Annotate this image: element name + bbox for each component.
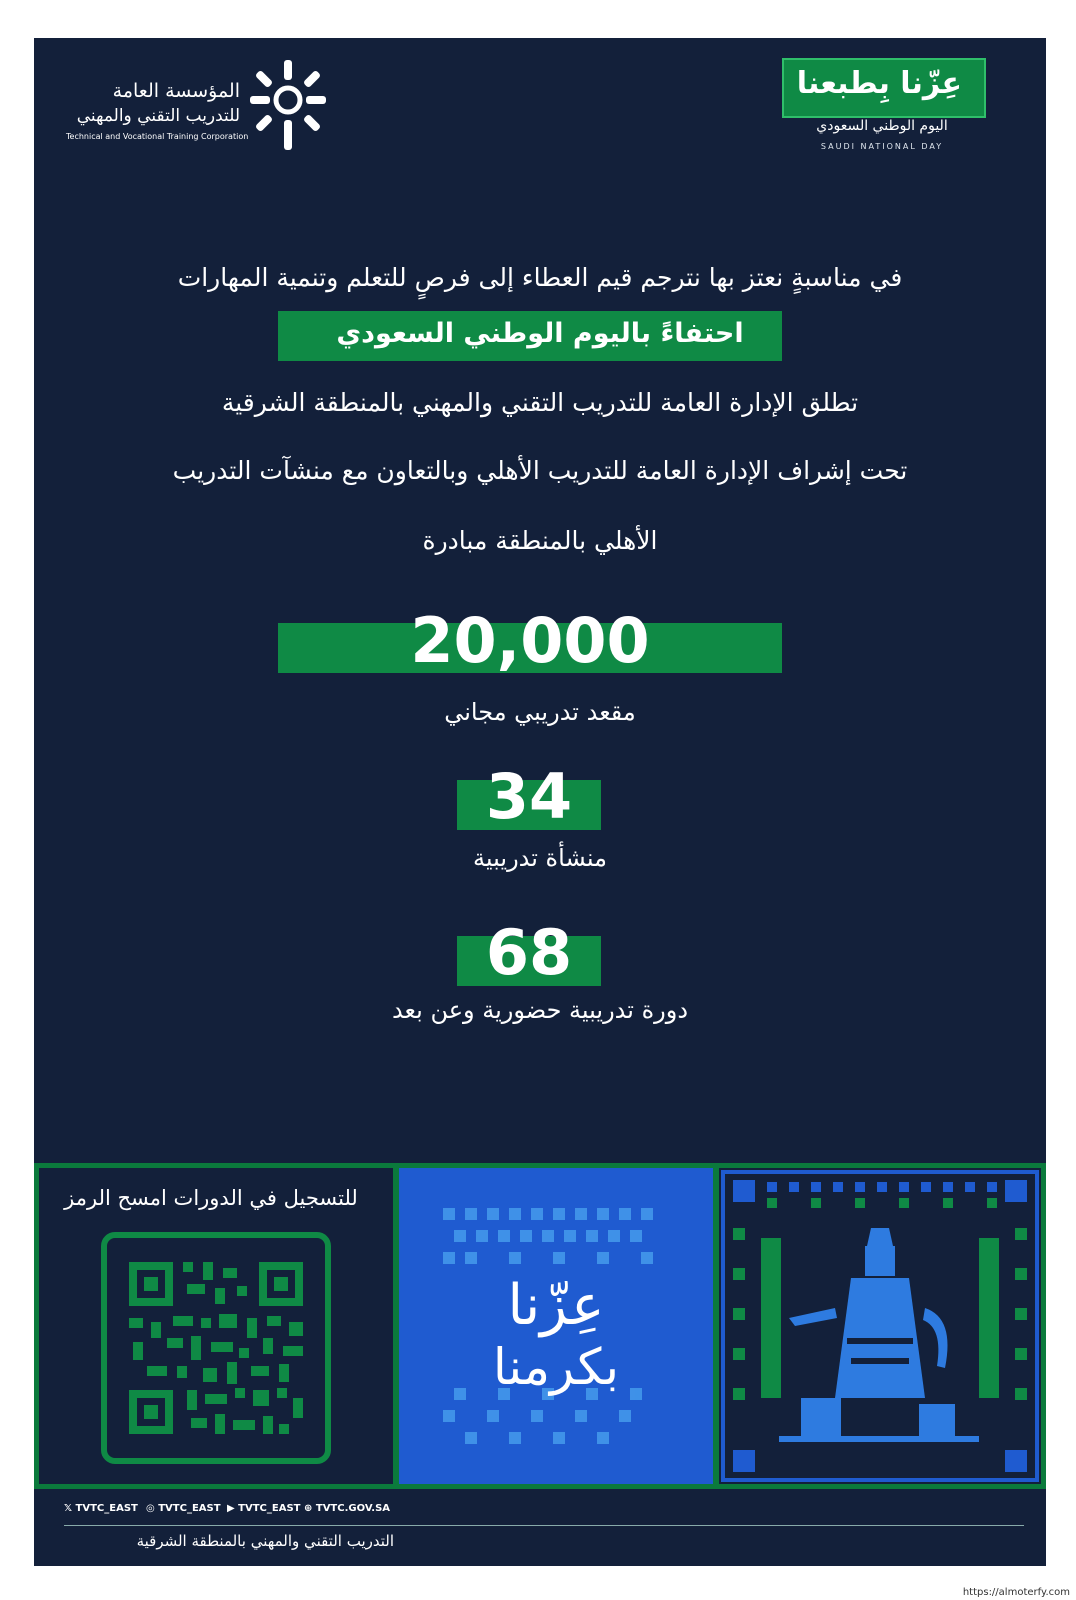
instagram-icon: ◎ [146,1503,159,1514]
stat-value-1: 20,000 [410,604,650,677]
youtube-icon: ▶ [227,1503,239,1514]
intro-line-1: في مناسبةٍ نعتز بها نترجم قيم العطاء إلى فرصٍ للتعلم وتنمية المهارات [177,263,903,292]
intro-line-4: الأهلي بالمنطقة مبادرة [422,526,658,555]
qr-tile [39,1168,393,1484]
social-instagram[interactable] [146,1503,221,1514]
org-name-ar-line2: للتدريب التقني والمهني [76,106,240,126]
org-name-ar-line1: المؤسسة العامة [112,80,240,102]
qr-caption: للتسجيل في الدورات امسح الرمز [64,1186,358,1210]
intro-highlight: احتفاءً باليوم الوطني السعودي [336,318,744,349]
social-youtube-handle: TVTC_EAST [238,1503,301,1514]
globe-icon: ⊕ [304,1503,316,1514]
qr-code-icon[interactable] [101,1232,331,1464]
social-x[interactable] [64,1503,138,1514]
national-day-ar: اليوم الوطني السعودي [816,118,948,134]
art-slogan-line-2: بكرمنا [492,1338,620,1396]
national-day-slogan: عِزّنا بِطبعنا [796,66,962,101]
dallah-coffee-pot-icon [719,1168,1041,1484]
stat-value-2: 34 [485,760,573,833]
intro-line-3: تحت إشراف الإدارة العامة للتدريب الأهلي وبالتعاون مع منشآت التدريب [172,456,908,485]
poster-panel [34,38,1046,1566]
x-icon: 𝕏 [64,1503,76,1514]
stat-label-3: دورة تدريبية حضورية وعن بعد [391,996,689,1024]
social-x-handle: TVTC_EAST [75,1503,138,1514]
national-day-en: SAUDI NATIONAL DAY [820,142,944,151]
tvtc-emblem-icon [246,56,330,152]
stat-label-1: مقعد تدريبي مجاني [444,698,636,726]
website-link[interactable] [304,1503,390,1514]
stat-label-2: منشأة تدريبية [473,844,607,872]
intro-line-2: تطلق الإدارة العامة للتدريب التقني والمهني بالمنطقة الشرقية [221,388,859,417]
coffee-pot-art-tile [719,1168,1041,1484]
website-url: TVTC.GOV.SA [315,1503,391,1514]
slogan-badge [782,58,986,118]
social-instagram-handle: TVTC_EAST [158,1503,221,1514]
footer-dept-name: التدريب التقني والمهني بالمنطقة الشرقية [136,1532,394,1550]
org-name-en: Technical and Vocational Training Corporation [66,132,249,141]
art-slogan-line-1: عِزّنا [507,1273,605,1338]
stat-value-3: 68 [485,916,573,989]
social-youtube[interactable] [227,1503,301,1514]
footer-divider [64,1525,1024,1526]
watermark-url: https://almoterfy.com [957,1585,1076,1600]
tvtc-logo [64,56,364,156]
national-day-logo [782,58,992,158]
slogan-art-tile [399,1168,713,1484]
